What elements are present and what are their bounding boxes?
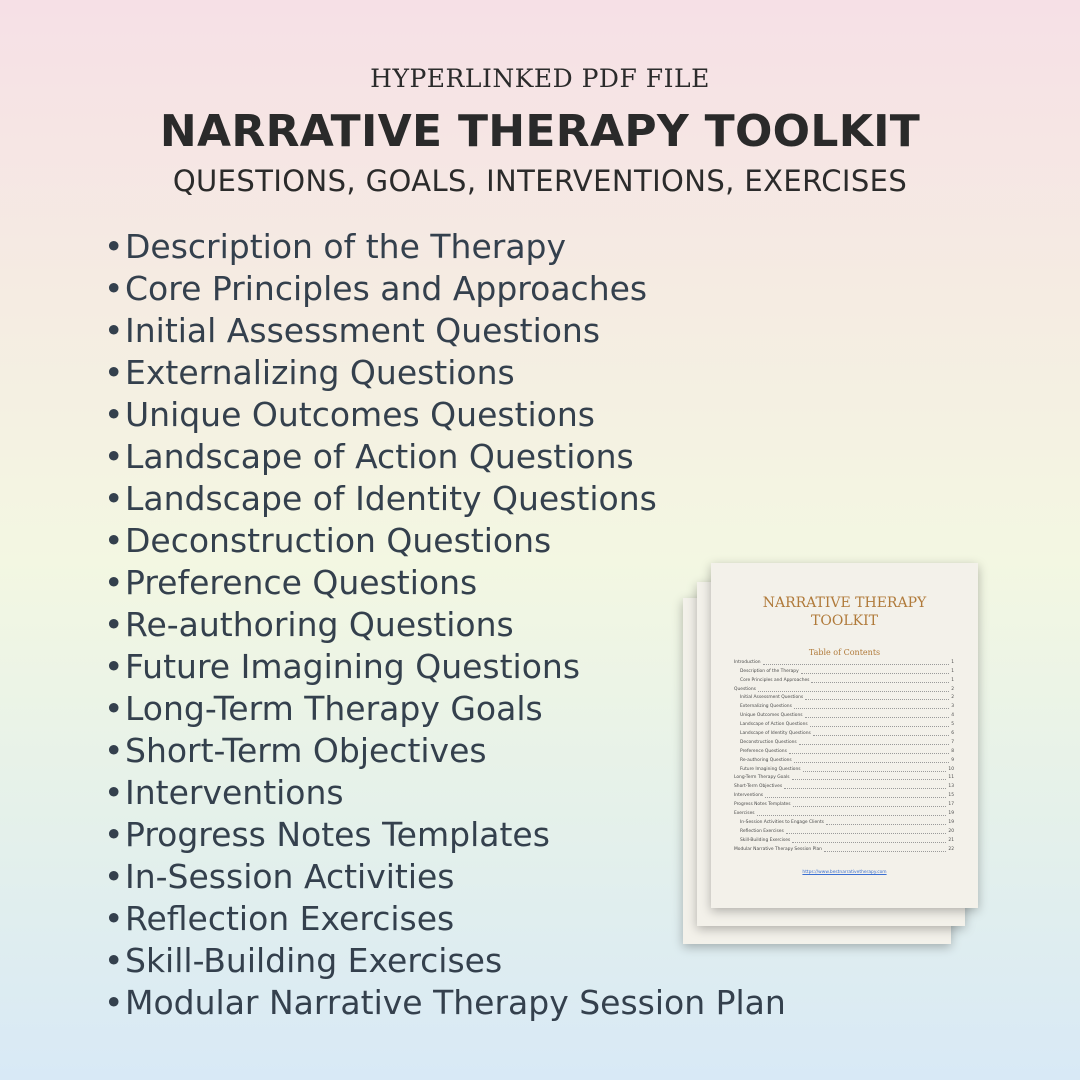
toc-entry[interactable] <box>734 835 954 844</box>
feature-list-item <box>104 982 786 1024</box>
toc-entry-title: In-Session Activities to Engage Clients <box>740 819 824 825</box>
document-title-line-2: TOOLKIT <box>811 613 878 629</box>
toc-leader-dots <box>824 851 946 852</box>
toc-entry[interactable] <box>734 746 954 755</box>
toc-leader-dots <box>792 842 946 843</box>
toc-entry[interactable] <box>734 781 954 790</box>
feature-label: Modular Narrative Therapy Session Plan <box>125 983 786 1022</box>
toc-leader-dots <box>763 664 950 665</box>
toc-entry-page: 20 <box>948 828 954 834</box>
toc-leader-dots <box>792 779 947 780</box>
toc-entry-page: 19 <box>948 819 954 825</box>
toc-entry-title: Reflection Exercises <box>740 828 784 834</box>
toc-entry-title: Landscape of Identity Questions <box>740 731 811 737</box>
bullet-icon: • <box>104 479 124 518</box>
feature-list-item <box>104 436 786 478</box>
toc-entry-title: Short-Term Objectives <box>734 784 783 790</box>
eyebrow-label: HYPERLINKED PDF FILE <box>370 64 710 93</box>
toc-entry[interactable] <box>734 710 954 719</box>
bullet-icon: • <box>104 857 124 896</box>
toc-heading: Table of Contents <box>808 648 881 657</box>
toc-entry-page: 11 <box>948 775 954 781</box>
bullet-icon: • <box>104 941 124 980</box>
bullet-icon: • <box>104 521 124 560</box>
toc-entry-page: 17 <box>948 802 954 808</box>
feature-label: Description of the Therapy <box>125 227 567 266</box>
toc-entry[interactable] <box>734 675 954 684</box>
toc-entry-title: Progress Notes Templates <box>734 802 791 808</box>
toc-entry[interactable] <box>734 844 954 853</box>
toc-entry-page: 7 <box>951 739 954 745</box>
bullet-icon: • <box>104 227 124 266</box>
toc-entry-page: 5 <box>951 722 954 728</box>
bullet-icon: • <box>104 815 124 854</box>
toc-leader-dots <box>805 717 950 718</box>
toc-entry-title: Deconstruction Questions <box>740 739 797 745</box>
toc-entry[interactable] <box>734 817 954 826</box>
page-title: NARRATIVE THERAPY TOOLKIT <box>159 106 921 157</box>
toc-entry-title: Exercises <box>734 811 755 817</box>
document-preview <box>711 563 978 908</box>
toc-entry-page: 1 <box>951 677 954 683</box>
feature-list-item <box>104 520 786 562</box>
toc-leader-dots <box>799 744 949 745</box>
feature-label: Long-Term Therapy Goals <box>125 689 543 728</box>
feature-label: Preference Questions <box>125 563 478 602</box>
bullet-icon: • <box>104 563 124 602</box>
toc-entry-title: Modular Narrative Therapy Session Plan <box>734 846 822 852</box>
toc-entry-title: Questions <box>734 686 756 692</box>
feature-label: Unique Outcomes Questions <box>125 395 595 434</box>
toc-entry-title: Skill-Building Exercises <box>740 837 791 843</box>
bullet-icon: • <box>104 605 124 644</box>
toc-entry-title: Description of the Therapy <box>740 668 799 674</box>
bullet-icon: • <box>104 899 124 938</box>
toc-entry-title: Core Principles and Approaches <box>740 677 810 683</box>
toc-leader-dots <box>765 797 946 798</box>
toc-entry[interactable] <box>734 755 954 764</box>
toc-entry-title: Introduction <box>734 659 761 665</box>
feature-label: Landscape of Action Questions <box>125 437 634 476</box>
toc-entry-page: 13 <box>948 784 954 790</box>
feature-label: Skill-Building Exercises <box>125 941 503 980</box>
toc-entry-title: Unique Outcomes Questions <box>740 713 803 719</box>
bullet-icon: • <box>104 353 124 392</box>
toc-entry[interactable] <box>734 773 954 782</box>
toc-entry-page: 1 <box>951 659 954 665</box>
toc-entry[interactable] <box>734 657 954 666</box>
toc-entry[interactable] <box>734 799 954 808</box>
toc-entry[interactable] <box>734 808 954 817</box>
feature-label: Initial Assessment Questions <box>125 311 601 350</box>
toc-leader-dots <box>801 673 950 674</box>
toc-entry-page: 10 <box>948 766 954 772</box>
feature-label: Short-Term Objectives <box>125 731 487 770</box>
bullet-icon: • <box>104 269 124 308</box>
toc-entry[interactable] <box>734 701 954 710</box>
toc-entry[interactable] <box>734 790 954 799</box>
toc-entry-page: 4 <box>951 713 954 719</box>
feature-label: Reflection Exercises <box>125 899 455 938</box>
feature-label: Interventions <box>125 773 344 812</box>
toc-entry-page: 2 <box>951 695 954 701</box>
bullet-icon: • <box>104 395 124 434</box>
toc-leader-dots <box>789 753 949 754</box>
toc-leader-dots <box>757 815 947 816</box>
bullet-icon: • <box>104 437 124 476</box>
toc-entry-title: Future Imagining Questions <box>740 766 801 772</box>
document-link[interactable]: https://www.bestnarrativetherapy.com <box>802 870 887 875</box>
feature-list-item <box>104 352 786 394</box>
feature-list-item <box>104 310 786 352</box>
feature-list-item <box>104 940 786 982</box>
document-title-line-1: NARRATIVE THERAPY <box>762 595 927 611</box>
document-title <box>711 594 978 630</box>
toc-entry-title: Initial Assessment Questions <box>740 695 804 701</box>
toc-entry[interactable] <box>734 666 954 675</box>
table-of-contents <box>734 657 954 853</box>
toc-leader-dots <box>813 735 949 736</box>
feature-label: Future Imagining Questions <box>125 647 581 686</box>
feature-list-item <box>104 226 786 268</box>
toc-entry-page: 2 <box>951 686 954 692</box>
toc-leader-dots <box>793 806 947 807</box>
bullet-icon: • <box>104 311 124 350</box>
toc-entry-title: Externalizing Questions <box>740 704 792 710</box>
toc-leader-dots <box>805 699 949 700</box>
feature-label: Progress Notes Templates <box>125 815 550 854</box>
bullet-icon: • <box>104 689 124 728</box>
feature-label: Landscape of Identity Questions <box>125 479 657 518</box>
toc-entry-title: Landscape of Action Questions <box>740 722 808 728</box>
toc-entry[interactable] <box>734 764 954 773</box>
toc-entry-page: 1 <box>951 668 954 674</box>
feature-label: Externalizing Questions <box>125 353 515 392</box>
toc-entry-page: 3 <box>951 704 954 710</box>
toc-leader-dots <box>811 682 949 683</box>
toc-entry[interactable] <box>734 684 954 693</box>
toc-entry-title: Preference Questions <box>740 748 787 754</box>
toc-leader-dots <box>810 726 950 727</box>
feature-list-item <box>104 268 786 310</box>
toc-leader-dots <box>794 708 949 709</box>
bullet-icon: • <box>104 731 124 770</box>
toc-entry-page: 9 <box>951 757 954 763</box>
toc-leader-dots <box>826 824 946 825</box>
toc-entry-title: Long-Term Therapy Goals <box>734 775 790 781</box>
toc-entry[interactable] <box>734 719 954 728</box>
bullet-icon: • <box>104 983 124 1022</box>
feature-label: Core Principles and Approaches <box>125 269 648 308</box>
bullet-icon: • <box>104 647 124 686</box>
toc-entry[interactable] <box>734 826 954 835</box>
toc-entry-page: 6 <box>951 731 954 737</box>
toc-entry[interactable] <box>734 737 954 746</box>
toc-entry[interactable] <box>734 693 954 702</box>
toc-entry-page: 21 <box>948 837 954 843</box>
toc-entry-title: Re-authoring Questions <box>740 757 792 763</box>
feature-list-item <box>104 394 786 436</box>
toc-entry-title: Interventions <box>734 793 764 799</box>
toc-leader-dots <box>784 788 946 789</box>
toc-entry-page: 8 <box>951 748 954 754</box>
feature-label: Deconstruction Questions <box>125 521 552 560</box>
toc-leader-dots <box>758 691 949 692</box>
toc-leader-dots <box>786 833 947 834</box>
toc-entry[interactable] <box>734 728 954 737</box>
feature-label: In-Session Activities <box>125 857 455 896</box>
feature-list-item <box>104 478 786 520</box>
bullet-icon: • <box>104 773 124 812</box>
toc-entry-page: 19 <box>948 811 954 817</box>
toc-leader-dots <box>803 771 947 772</box>
toc-entry-page: 22 <box>948 846 954 852</box>
feature-label: Re-authoring Questions <box>125 605 514 644</box>
toc-entry-page: 15 <box>948 793 954 799</box>
page-subtitle: QUESTIONS, GOALS, INTERVENTIONS, EXERCISES <box>172 164 908 198</box>
toc-leader-dots <box>794 762 949 763</box>
